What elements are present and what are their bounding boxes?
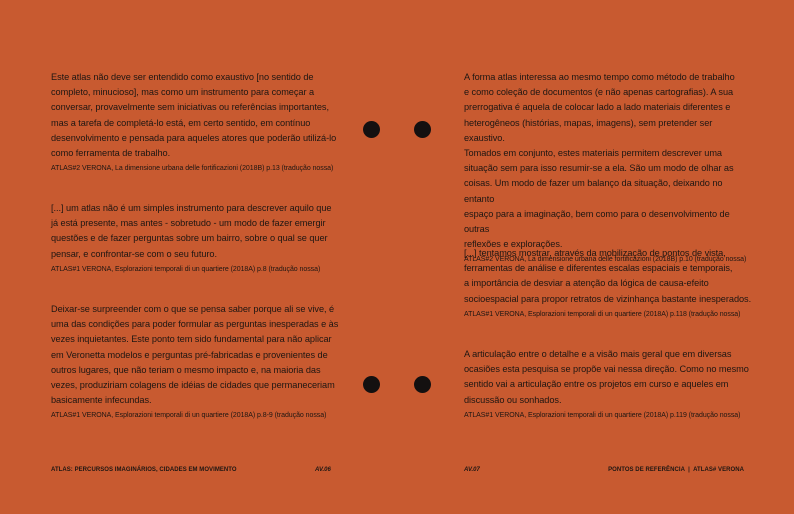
quote-line: uma das condições para poder formular as perguntas inesperadas e às: [51, 319, 339, 330]
quote-line: Deixar-se surpreender com o que se pensa saber porque ali se vive, é: [51, 304, 335, 314]
quote-line: reflexões e explorações.: [464, 239, 563, 250]
quote-source: ATLAS#2 VERONA, La dimensione urbana delle fortificazioni (2018B) p.13 (tradução nossa): [51, 165, 334, 173]
quote-line: basicamente infecundas.: [51, 395, 152, 406]
quote-block: [464, 347, 754, 421]
quote-text: [464, 347, 754, 408]
quote-source: ATLAS#1 VERONA, Esplorazioni temporali di un quartiere (2018A) p.119 (tradução nossa): [464, 411, 741, 419]
quote-block: [51, 70, 341, 174]
quote-line: discussão ou sonhados.: [464, 394, 562, 405]
quote-line: prerrogativa é aquela de colocar lado a lado materiais diferentes e: [464, 102, 731, 113]
quote-source: ATLAS#1 VERONA, Esplorazioni temporali di un quartiere (2018A) p.8 (tradução nossa): [51, 265, 321, 273]
quote-block: [51, 201, 341, 275]
quote-line: ferramentas de análise e diferentes escalas espaciais e temporais,: [464, 263, 733, 274]
quote-source: ATLAS#2 VERONA, La dimensione urbana delle fortificazioni (2018B) p.10 (tradução nossa): [464, 256, 747, 264]
quote-line: a importância de desviar a atenção da lógica de causa-efeito: [464, 278, 709, 289]
quote-line: [...] tentamos mostrar, através da mobilização de pontos de vista,: [464, 248, 726, 258]
quote-line: ocasiões esta pesquisa se propõe vai nessa direção. Como no mesmo: [464, 364, 749, 375]
quote-line: socioespacial para propor retratos de vizinhança bastante inesperados.: [464, 293, 752, 304]
quote-line: desenvolvimento e pensada para aqueles atores que poderão utilizá-lo: [51, 132, 337, 143]
right-page: [397, 0, 794, 514]
quote-text: [464, 246, 754, 307]
quote-line: vezes inquietantes. Este ponto tem sido fundamental para não aplicar: [51, 334, 332, 345]
quote-line: A articulação entre o detalhe e a visão mais geral que em diversas: [464, 349, 732, 359]
binding-dot: [363, 121, 380, 138]
quote-line: [...] um atlas não é um simples instrumento para descrever aquilo que: [51, 203, 332, 213]
quote-text: [464, 70, 754, 252]
quote-line: pensar, e confrontar-se com o seu futuro.: [51, 248, 217, 259]
quote-line: coisas. Um modo de fazer um balanço da situação, deixando no entanto: [464, 178, 723, 204]
quote-line: A forma atlas interessa ao mesmo tempo como método de trabalho: [464, 72, 735, 82]
quote-block: [464, 246, 754, 320]
quote-source: ATLAS#1 VERONA, Esplorazioni temporali di un quartiere (2018A) p.8-9 (tradução nossa): [51, 412, 327, 420]
quote-line: heterogêneos (histórias, mapas, imagens), sem pretender ser exaustivo.: [464, 117, 713, 143]
page-number: AV.06: [315, 467, 331, 473]
quote-line: vezes, produziriam colagens de idéias de cidades que permaneceriam: [51, 380, 335, 391]
binding-dot: [414, 376, 431, 393]
quote-line: completo, minucioso], mas como um instrumento para começar a: [51, 87, 315, 98]
quote-text: [51, 302, 341, 408]
quote-block: [51, 302, 341, 421]
quote-line: em Veronetta modelos e perguntas pré-fabricadas e provenientes de: [51, 349, 328, 360]
running-footer-title: PONTOS DE REFERÊNCIA | ATLAS# VERONA: [608, 467, 744, 473]
quote-text: [51, 201, 341, 262]
quote-line: já está presente, mas antes - sobretudo - um modo de fazer emergir: [51, 218, 326, 229]
quote-line: mas a tarefa de completá-lo está, em certo sentido, em contínuo: [51, 117, 311, 128]
quote-source: ATLAS#1 VERONA, Esplorazioni temporali di un quartiere (2018A) p.118 (tradução nossa): [464, 310, 741, 318]
quote-line: Este atlas não deve ser entendido como exaustivo [no sentido de: [51, 72, 314, 82]
quote-block: [464, 70, 754, 265]
quote-line: conversar, provavelmente sem iniciativas ou referências importantes,: [51, 102, 329, 113]
quote-line: e como coleção de documentos (e não apenas cartografias). A sua: [464, 87, 734, 98]
quote-line: outros lugares, que não teriam o mesmo impacto e, na maioria das: [51, 364, 321, 375]
quote-line: situação sem para isso resumir-se a ela. São um modo de olhar as: [464, 163, 734, 174]
running-footer-title: ATLAS: PERCURSOS IMAGINÁRIOS, CIDADES EM MOVIMENTO: [51, 467, 237, 473]
quote-line: espaço para a imaginação, bem como para o desenvolvimento de outras: [464, 208, 730, 235]
page-number: AV.07: [464, 467, 480, 473]
quote-line: como ferramenta de trabalho.: [51, 148, 171, 159]
quote-line: sentido vai a articulação entre os projetos em curso e aqueles em: [464, 379, 729, 390]
binding-dot: [414, 121, 431, 138]
quote-line: questões e de fazer perguntas sobre um bairro, sobre o qual se quer: [51, 233, 328, 244]
quote-text: [51, 70, 341, 161]
binding-dot: [363, 376, 380, 393]
quote-line: Tomados em conjunto, estes materiais permitem descrever uma: [464, 148, 722, 159]
